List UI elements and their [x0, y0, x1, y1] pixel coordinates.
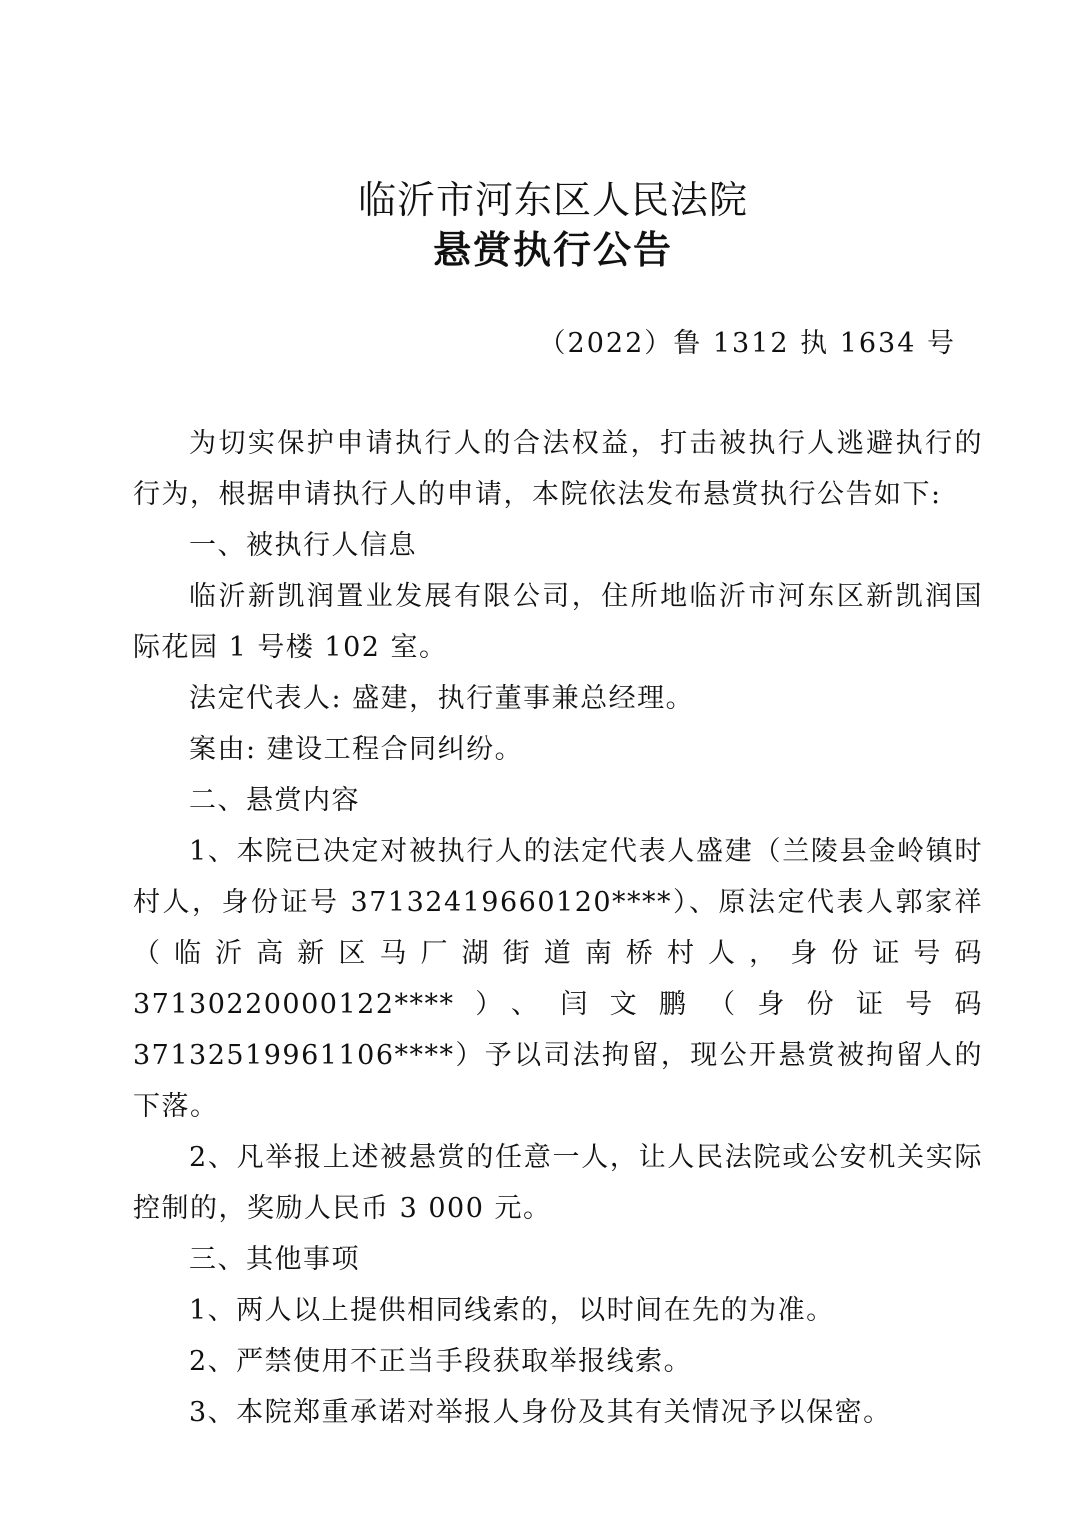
intro-paragraph: 为切实保护申请执行人的合法权益，打击被执行人逃避执行的行为，根据申请执行人的申请，本院依法发布悬赏执行公告如下: [133, 428, 983, 510]
other-item-2-paragraph: 2、严禁使用不正当手段获取举报线索。 [189, 1346, 693, 1377]
case-cause-paragraph: 案由: 建设工程合同纠纷。 [189, 734, 524, 765]
notice-title: 悬赏执行公告 [432, 227, 673, 272]
legal-representative-paragraph: 法定代表人: 盛建，执行董事兼总经理。 [189, 683, 695, 714]
section-heading-other-matters: 三、其他事项 [189, 1244, 360, 1275]
debtor-company-paragraph: 临沂新凯润置业发展有限公司，住所地临沂市河东区新凯润国际花园 1 号楼 102 室。 [133, 581, 983, 663]
section-heading-debtor-info: 一、被执行人信息 [189, 530, 417, 561]
case-number: （2022）鲁 1312 执 1634 号 [538, 328, 956, 359]
other-item-1-paragraph: 1、两人以上提供相同线索的，以时间在先的为准。 [189, 1295, 835, 1326]
other-item-3-paragraph: 3、本院郑重承诺对举报人身份及其有关情况予以保密。 [189, 1397, 892, 1428]
court-name: 临沂市河东区人民法院 [357, 178, 748, 222]
section-heading-reward-content: 二、悬赏内容 [189, 785, 360, 816]
reward-item-1-paragraph: 1、本院已决定对被执行人的法定代表人盛建（兰陵县金岭镇时村人，身份证号 37132419660120****）、原法定代表人郭家祥（临沂高新区马厂湖街道南桥村人，身份证号码 37130220000122****）、闫文鹏（身份证号码 37132519961106****）予以司法拘留，现公开悬赏被拘留人的下落。 [133, 836, 983, 1122]
notice-body [133, 418, 983, 1438]
reward-item-2-paragraph: 2、凡举报上述被悬赏的任意一人，让人民法院或公安机关实际控制的，奖励人民币 3 000 元。 [133, 1142, 983, 1224]
